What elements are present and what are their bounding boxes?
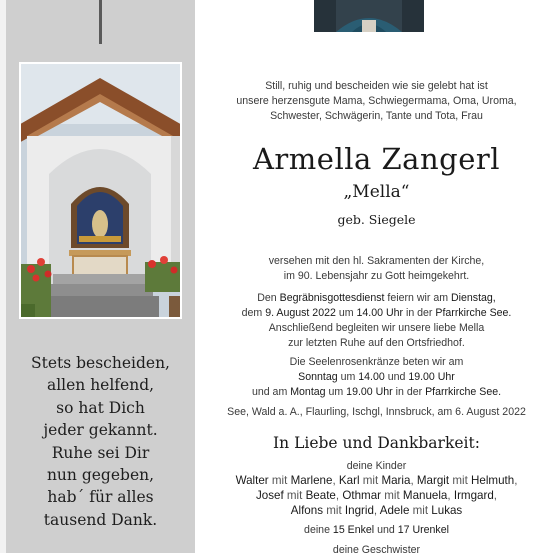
portrait-illustration [314, 0, 424, 32]
funeral-line: Den Begräbnisgottesdienst feiern wir am Dienstag, [257, 292, 496, 304]
deceased-nickname: „Mella“ [343, 182, 410, 202]
verse-line: hab´ für alles [47, 488, 154, 507]
verse-line: so hat Dich [56, 398, 145, 417]
children-line: Alfons mit Ingrid, Adele mit Lukas [290, 504, 463, 517]
intro-line: unsere herzensgute Mama, Schwiegermama, Oma, Uroma, [236, 95, 517, 107]
verse-line: nun gegeben, [46, 466, 155, 485]
memorial-verse [6, 352, 195, 531]
chapel-illustration [21, 64, 180, 317]
verse-line: Stets bescheiden, [31, 354, 170, 372]
verse-line: tausend Dank. [43, 510, 158, 529]
gratitude-heading: In Liebe und Dankbarkeit: [273, 434, 480, 452]
place-date: See, Wald a. A., Flaurling, Ischgl, Innsbruck, am 6. August 2022 [227, 406, 526, 418]
funeral-line: Anschließend begleiten wir unsere liebe Mella [268, 322, 485, 334]
rosary-line: Die Seelenrosenkränze beten wir am [289, 356, 464, 368]
intro-line: Still, ruhig und bescheiden wie sie gelebt hat ist [265, 80, 488, 92]
children-label: deine Kinder [346, 460, 407, 472]
grandchildren-line: deine 15 Enkel und 17 Urenkel [304, 524, 449, 536]
funeral-line: zur letzten Ruhe auf den Ortsfriedhof. [288, 337, 465, 349]
chapel-photo [19, 62, 182, 319]
portrait-photo [314, 0, 424, 32]
death-line: im 90. Lebensjahr zu Gott heimgekehrt. [283, 270, 470, 282]
funeral-line: dem 9. August 2022 um 14.00 Uhr in der Pfarrkirche See. [241, 307, 512, 319]
verse-line: Ruhe sei Dir [51, 443, 150, 462]
deceased-name: Armella Zangerl [252, 142, 500, 176]
cross-stem [99, 0, 102, 44]
birth-name: geb. Siegele [337, 212, 416, 227]
death-line: versehen mit den hl. Sakramenten der Kirche, [268, 255, 485, 267]
verse-line: allen helfend, [46, 376, 155, 395]
verse-line: jeder gekannt. [43, 421, 158, 440]
children-line: Walter mit Marlene, Karl mit Maria, Margit mit Helmuth, [235, 474, 518, 487]
siblings-label: deine Geschwister [332, 544, 421, 556]
intro-line: Schwester, Schwägerin, Tante und Tota, Frau [270, 110, 483, 122]
rosary-line: Sonntag um 14.00 und 19.00 Uhr [298, 371, 455, 383]
children-line: Josef mit Beate, Othmar mit Manuela, Irmgard, [255, 489, 498, 502]
rosary-line: und am Montag um 19.00 Uhr in der Pfarrkirche See. [251, 386, 502, 398]
